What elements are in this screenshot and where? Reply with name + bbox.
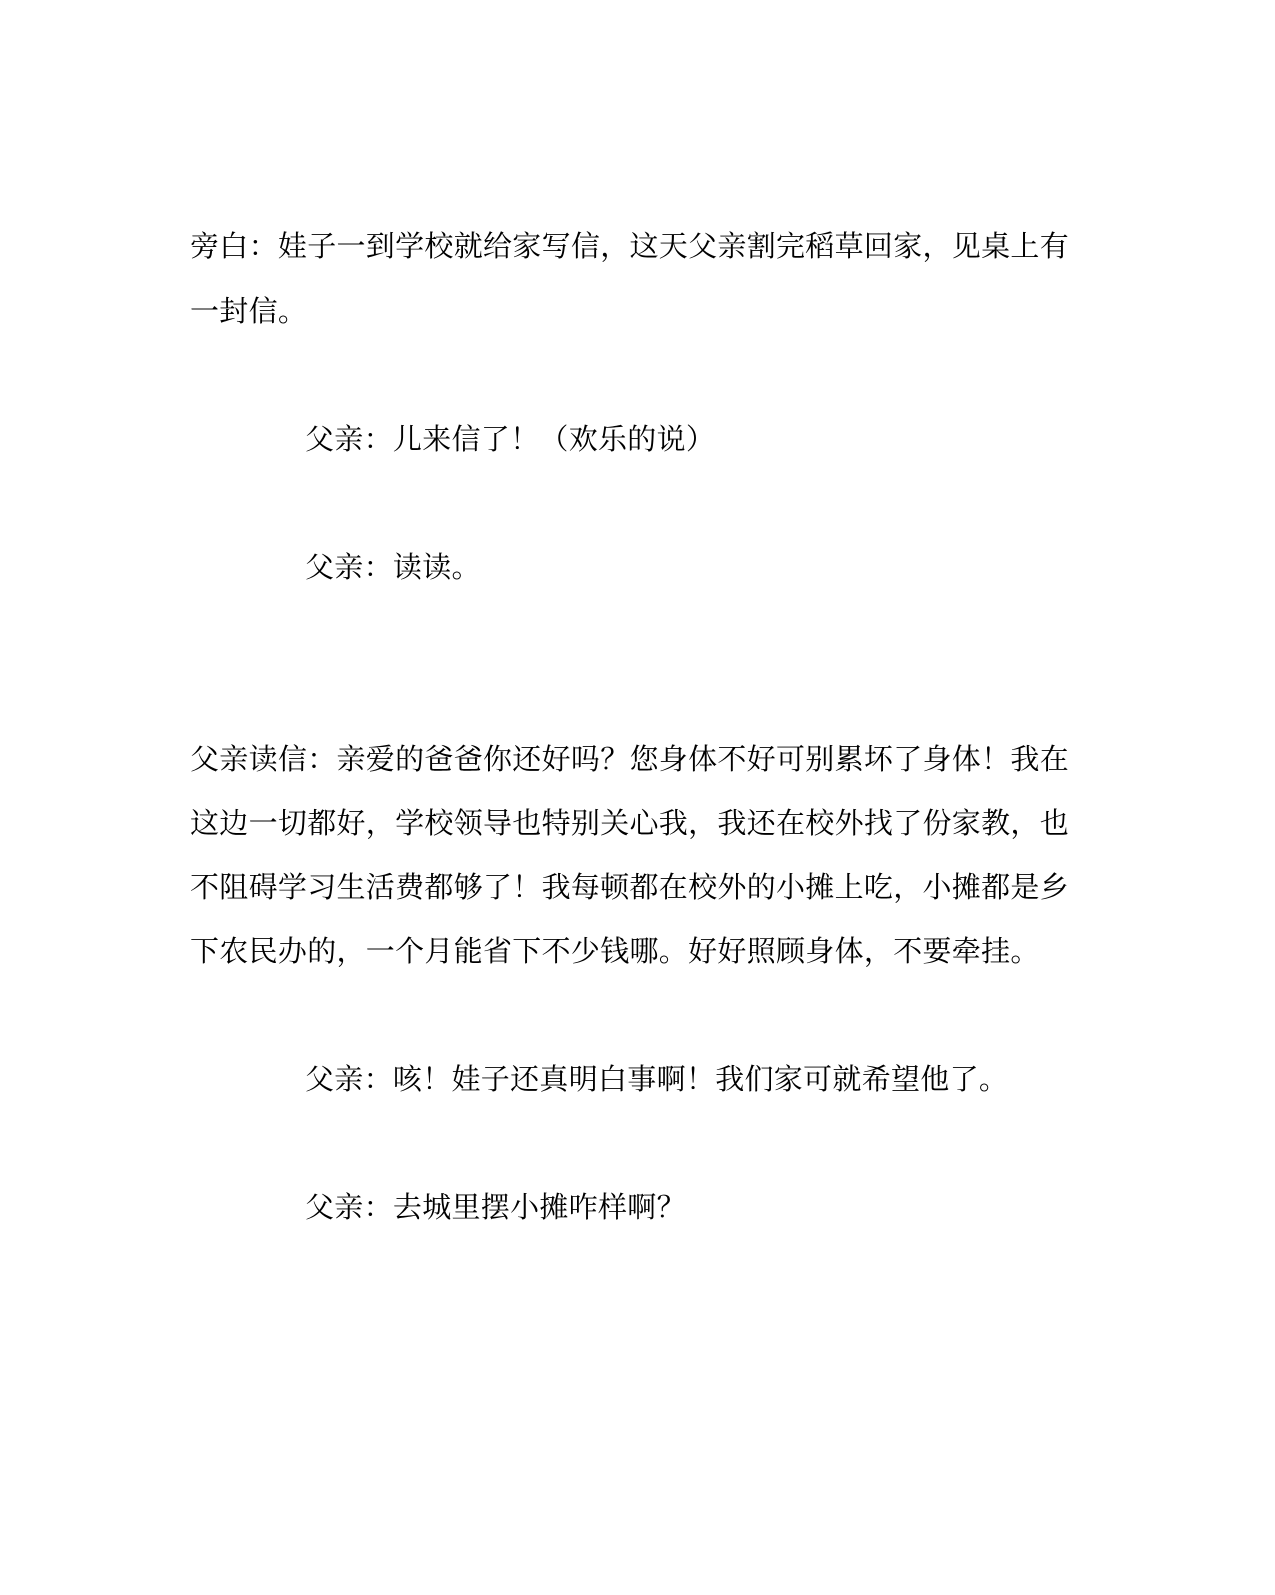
father-line-sensible: 父亲：咳！娃子还真明白事啊！我们家可就希望他了。 bbox=[305, 1062, 1009, 1096]
narration-line-1: 旁白：娃子一到学校就给家写信，这天父亲割完稻草回家，见桌上有 bbox=[190, 229, 1070, 263]
letter-line-3: 不阻碍学习生活费都够了！我每顿都在校外的小摊上吃，小摊都是乡 bbox=[190, 870, 1070, 904]
father-line-stall: 父亲：去城里摆小摊咋样啊？ bbox=[305, 1190, 686, 1224]
letter-line-2: 这边一切都好，学校领导也特别关心我，我还在校外找了份家教，也 bbox=[190, 806, 1070, 840]
letter-line-1: 父亲读信：亲爱的爸爸你还好吗？您身体不好可别累坏了身体！我在 bbox=[190, 742, 1070, 776]
father-line-letter-arrived: 父亲：儿来信了！（欢乐的说） bbox=[305, 422, 716, 456]
narration-line-2: 一封信。 bbox=[190, 294, 308, 328]
father-line-read: 父亲：读读。 bbox=[305, 550, 481, 584]
letter-line-4: 下农民办的，一个月能省下不少钱哪。好好照顾身体，不要牵挂。 bbox=[190, 934, 1040, 968]
